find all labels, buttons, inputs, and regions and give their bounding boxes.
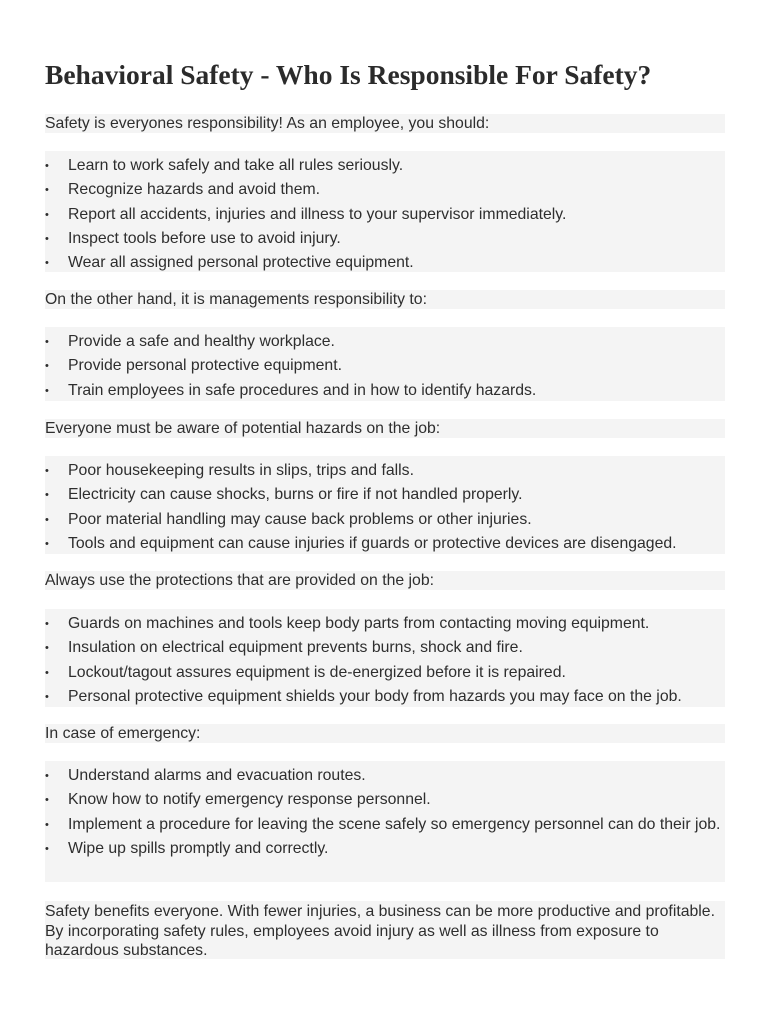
employee-responsibilities-list xyxy=(45,151,725,272)
page-title: Behavioral Safety - Who Is Responsible For Safety? xyxy=(45,59,652,90)
list-item: • Wear all assigned personal protective equipment. xyxy=(45,251,725,275)
list-item: • Tools and equipment can cause injuries if guards or protective devices are disengaged. xyxy=(45,532,725,556)
section-intro-management: On the other hand, it is managements responsibility to: xyxy=(45,290,725,309)
list-item: • Inspect tools before use to avoid injury. xyxy=(45,227,725,251)
bullet-icon: • xyxy=(45,794,49,807)
list-item: • Guards on machines and tools keep body parts from contacting moving equipment. xyxy=(45,612,725,636)
bullet-icon: • xyxy=(45,513,49,526)
list-item: • Insulation on electrical equipment prevents burns, shock and fire. xyxy=(45,636,725,660)
list-item: • Provide personal protective equipment. xyxy=(45,354,725,378)
section-intro-protections: Always use the protections that are provided on the job: xyxy=(45,571,725,590)
bullet-icon: • xyxy=(45,642,49,655)
bullet-icon: • xyxy=(45,360,49,373)
list-item: • Recognize hazards and avoid them. xyxy=(45,178,725,202)
bullet-icon: • xyxy=(45,336,49,348)
list-item: • Provide a safe and healthy workplace. xyxy=(45,330,725,354)
bullet-icon: • xyxy=(45,465,49,477)
bullet-icon: • xyxy=(45,842,49,855)
bullet-icon: • xyxy=(45,618,49,630)
list-item: • Electricity can cause shocks, burns or fire if not handled properly. xyxy=(45,483,725,507)
protections-list xyxy=(45,609,725,707)
section-intro-emergency: In case of emergency: xyxy=(45,724,725,743)
list-item: • Personal protective equipment shields your body from hazards you may face on the job. xyxy=(45,685,725,709)
closing-paragraph: Safety benefits everyone. With fewer injuries, a business can be more productive and profitable. By incorporating safety rules, employees avoid injury as well as illness from exposure to hazardous substances. xyxy=(45,901,725,959)
bullet-icon: • xyxy=(45,384,49,397)
bullet-icon: • xyxy=(45,537,49,550)
bullet-icon: • xyxy=(45,770,49,782)
bullet-icon: • xyxy=(45,666,49,679)
list-item: • Poor material handling may cause back problems or other injuries. xyxy=(45,508,725,532)
bullet-icon: • xyxy=(45,489,49,502)
list-item: • Implement a procedure for leaving the scene safely so emergency personnel can do their job. xyxy=(45,813,725,837)
list-item: • Know how to notify emergency response personnel. xyxy=(45,788,725,812)
list-item: • Report all accidents, injuries and illness to your supervisor immediately. xyxy=(45,203,725,227)
management-responsibilities-list xyxy=(45,327,725,401)
list-item: • Train employees in safe procedures and in how to identify hazards. xyxy=(45,379,725,403)
list-item: • Poor housekeeping results in slips, trips and falls. xyxy=(45,459,725,483)
bullet-icon: • xyxy=(45,232,49,245)
list-item: • Learn to work safely and take all rules seriously. xyxy=(45,154,725,178)
list-item: • Wipe up spills promptly and correctly. xyxy=(45,837,725,861)
emergency-list xyxy=(45,761,725,882)
bullet-icon: • xyxy=(45,690,49,703)
section-intro-employee: Safety is everyones responsibility! As an employee, you should: xyxy=(45,114,725,133)
list-item: • Lockout/tagout assures equipment is de-energized before it is repaired. xyxy=(45,661,725,685)
section-intro-hazards: Everyone must be aware of potential hazards on the job: xyxy=(45,419,725,438)
hazards-list xyxy=(45,456,725,554)
bullet-icon: • xyxy=(45,257,49,270)
bullet-icon: • xyxy=(45,818,49,831)
list-item: • Understand alarms and evacuation routes. xyxy=(45,764,725,788)
bullet-icon: • xyxy=(45,160,49,172)
bullet-icon: • xyxy=(45,184,49,197)
bullet-icon: • xyxy=(45,208,49,221)
